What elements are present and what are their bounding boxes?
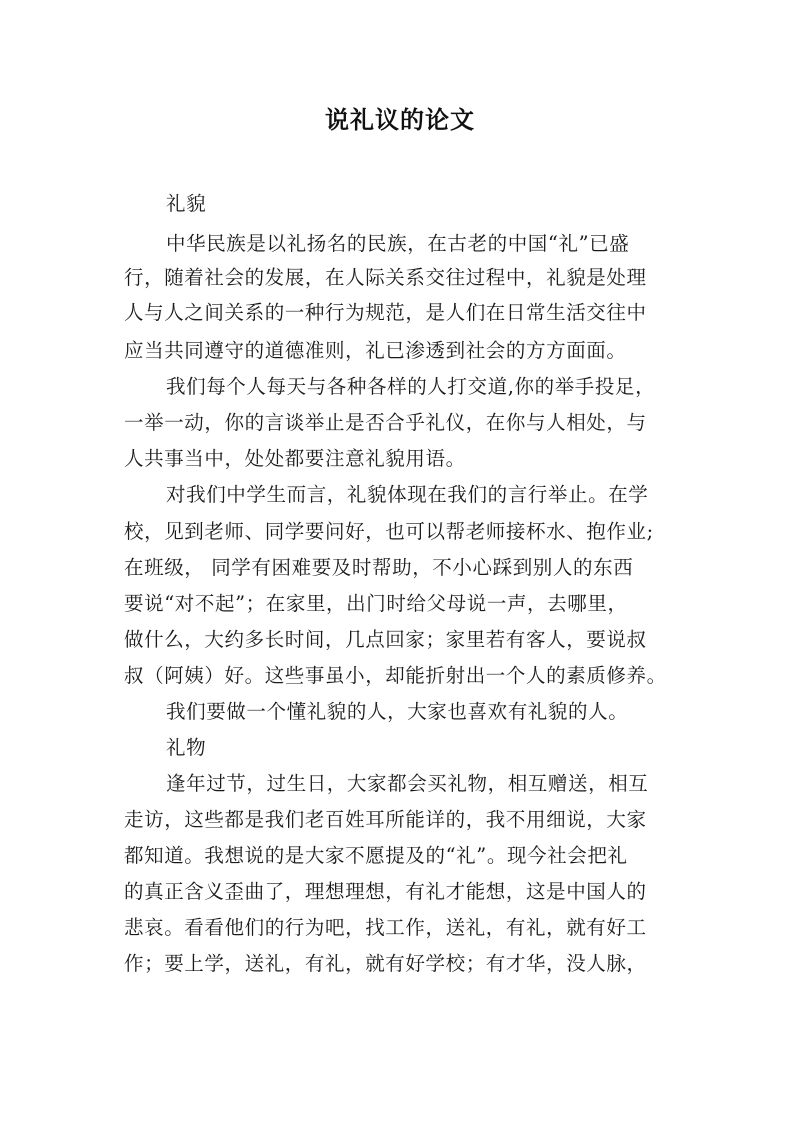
- text-line: 悲哀。看看他们的行为吧，找工作，送礼，有礼，就有好工: [124, 916, 647, 939]
- page-title: 说礼议的论文: [325, 106, 475, 134]
- text-line: 逢年过节，过生日，大家都会买礼物，相互赠送，相互: [166, 772, 649, 795]
- text-line: 都知道。我想说的是大家不愿提及的“礼”。现今社会把礼: [124, 844, 628, 867]
- section-heading-gifts: 礼物: [166, 736, 207, 759]
- text-line: 的真正含义歪曲了，理想理想，有礼才能想，这是中国人的: [124, 880, 647, 903]
- text-line: 中华民族是以礼扬名的民族，在古老的中国“礼”已盛: [166, 232, 630, 255]
- text-line: 人共事当中，处处都要注意礼貌用语。: [124, 447, 466, 470]
- text-line: 对我们中学生而言，礼貌体现在我们的言行举止。在学: [166, 483, 649, 506]
- text-line: 一举一动，你的言谈举止是否合乎礼仪，在你与人相处，与: [124, 411, 647, 434]
- text-line: 人与人之间关系的一种行为规范，是人们在日常生活交往中: [124, 301, 647, 324]
- text-line: 走访，这些都是我们老百姓耳所能详的，我不用细说，大家: [124, 808, 647, 831]
- text-line: 要说“对不起”；在家里，出门时给父母说一声，去哪里，: [124, 592, 628, 615]
- text-line: 行，随着社会的发展，在人际关系交往过程中，礼貌是处理: [124, 266, 647, 289]
- text-line: 应当共同遵守的道德准则，礼已渗透到社会的方方面面。: [124, 339, 627, 362]
- text-line: 做什么，大约多长时间，几点回家；家里若有客人，要说叔: [124, 628, 647, 651]
- section-heading-courtesy: 礼貌: [166, 192, 207, 215]
- text-line: 我们要做一个懂礼貌的人，大家也喜欢有礼貌的人。: [166, 700, 629, 723]
- text-line: 我们每个人每天与各种各样的人打交道,你的举手投足，: [166, 375, 656, 398]
- text-line: 叔（阿姨）好。这些事虽小，却能折射出一个人的素质修养。: [124, 664, 667, 687]
- text-line: 校，见到老师、同学要问好，也可以帮老师接杯水、抱作业;: [124, 520, 654, 543]
- text-line: 在班级， 同学有困难要及时帮助，不小心踩到别人的东西: [124, 556, 634, 579]
- text-line: 作；要上学，送礼，有礼，就有好学校；有才华，没人脉，: [124, 952, 647, 975]
